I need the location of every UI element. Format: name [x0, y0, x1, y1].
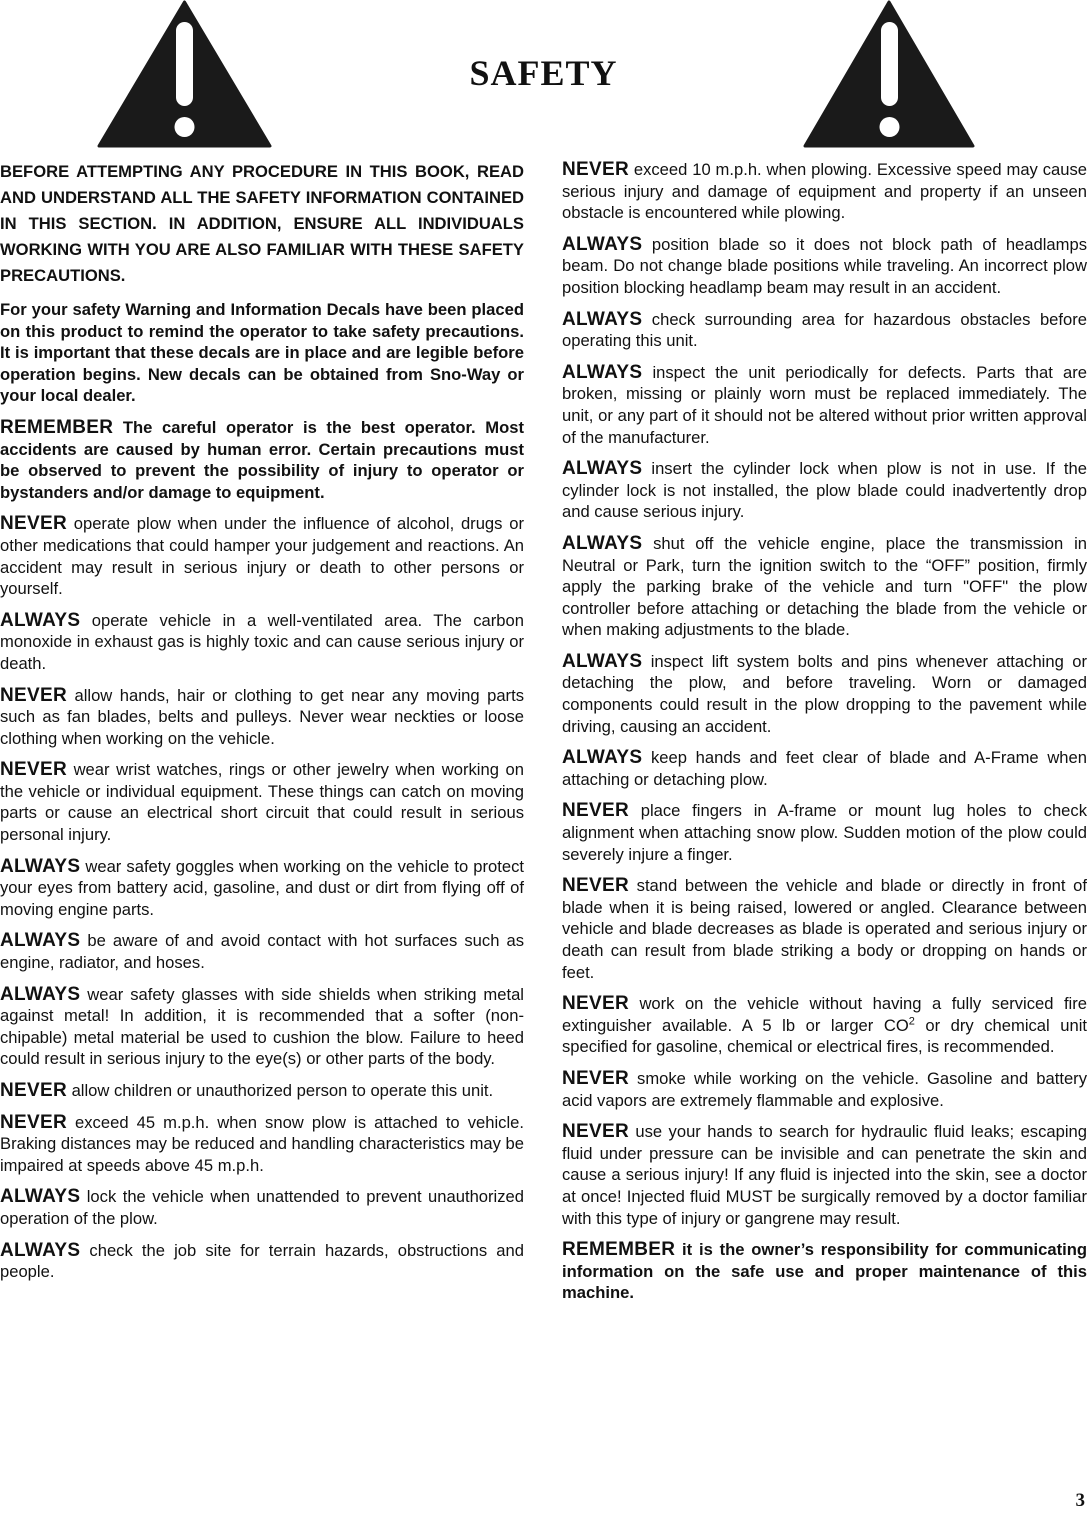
safety-keyword: ALWAYS [562, 233, 643, 255]
safety-text: allow hands, hair or clothing to get near any moving parts such as fan blades, belts and pulleys. Never wear neckties or loose clothing when working on the vehicle. [0, 685, 524, 748]
safety-text: be aware of and avoid contact with hot surfaces such as engine, radiator, and hoses. [0, 931, 524, 973]
safety-text: exceed 10 m.p.h. when plowing. Excessive speed may cause serious injury and damage of equipment and property if an unseen obstacle is encountered while plowing. [562, 160, 1087, 223]
safety-item [562, 159, 1087, 224]
safety-item [0, 759, 524, 845]
safety-keyword: ALWAYS [562, 650, 643, 672]
safety-keyword: NEVER [0, 684, 67, 706]
safety-item [562, 234, 1087, 299]
safety-text: operate vehicle in a well-ventilated area. The carbon monoxide in exhaust gas is highly toxic and can cause serious injury or death. [0, 610, 524, 673]
safety-text: check the job site for terrain hazards, obstructions and people. [0, 1240, 524, 1282]
safety-item [0, 417, 524, 503]
safety-text: work on the vehicle without having a fully serviced fire extinguisher available. A 5 lb or larger CO [562, 994, 1087, 1035]
safety-text: inspect the unit periodically for defects. Parts that are broken, missing or plainly worn must be replaced immediately. The unit, or any part of it should not be altered without prior written approval of the manufacturer. [562, 362, 1087, 447]
safety-item [0, 930, 524, 973]
safety-keyword: NEVER [562, 800, 629, 822]
safety-item [0, 610, 524, 675]
safety-item [562, 533, 1087, 641]
safety-keyword: ALWAYS [0, 930, 81, 952]
safety-text: it is the owner’s responsibility for communicating information on the safe use and proper maintenance of this machine. [562, 1240, 1087, 1303]
safety-text: operate plow when under the influence of alcohol, drugs or other medications that could hamper your judgement and reactions. An accident may result in serious injury or death to other persons or yourself. [0, 514, 524, 599]
safety-keyword: NEVER [562, 875, 629, 897]
safety-text: The careful operator is the best operator. Most accidents are caused by human error. Certain precautions must be observed to prevent the possibility of injury to operator or bystanders and/or damage to equipment. [0, 417, 524, 502]
safety-keyword: ALWAYS [562, 532, 643, 554]
safety-text: keep hands and feet clear of blade and A-Frame when attaching or detaching plow. [562, 748, 1087, 789]
safety-keyword: ALWAYS [0, 1186, 81, 1208]
safety-item [0, 513, 524, 599]
safety-item [562, 1121, 1087, 1229]
safety-item [0, 984, 524, 1070]
safety-keyword: NEVER [0, 759, 67, 781]
page-title: SAFETY [469, 53, 618, 93]
decals-paragraph: For your safety Warning and Information Decals have been placed on this product to remind the operator to take safety precautions. It is important that these decals are in place and are legible before operation begins. New decals can be obtained from Sno-Way or your local dealer. [0, 300, 524, 406]
safety-item [562, 309, 1087, 352]
right-column [562, 159, 1087, 1314]
safety-text: insert the cylinder lock when plow is not in use. If the cylinder lock is not installed, the plow blade could inadvertently drop and cause serious injury. [562, 459, 1087, 522]
safety-keyword: ALWAYS [562, 458, 643, 480]
safety-item [562, 747, 1087, 790]
safety-item [0, 1240, 524, 1283]
safety-item [562, 458, 1087, 523]
safety-text: allow children or unauthorized person to operate this unit. [66, 1081, 494, 1100]
safety-keyword: NEVER [0, 1080, 67, 1101]
safety-keyword: REMEMBER [0, 416, 114, 438]
safety-text: lock the vehicle when unattended to prevent unauthorized operation of the plow. [0, 1187, 524, 1228]
safety-keyword: ALWAYS [0, 1239, 81, 1261]
safety-text: wear wrist watches, rings or other jewelry when working on the vehicle or individual equipment. These things can catch on moving parts or cause an electrical short circuit that could result in serious personal injury. [0, 760, 524, 845]
safety-item [0, 685, 524, 750]
safety-item [562, 993, 1087, 1058]
safety-text: smoke while working on the vehicle. Gasoline and battery acid vapors are extremely flammable and explosive. [562, 1068, 1087, 1110]
safety-keyword: ALWAYS [562, 361, 643, 383]
safety-item [562, 362, 1087, 448]
safety-keyword: NEVER [562, 159, 629, 180]
safety-keyword: NEVER [0, 513, 67, 535]
safety-item [0, 1080, 524, 1102]
safety-item [0, 1112, 524, 1177]
safety-text: wear safety glasses with side shields when striking metal against metal! In addition, it is recommended that a softer (non-chipable) metal material be used to cushion the blow. Failure to heed could result in serious injury to the eye(s) or other parts of the body. [0, 984, 524, 1069]
safety-item [562, 1068, 1087, 1111]
safety-keyword: NEVER [562, 1067, 629, 1089]
safety-item [0, 856, 524, 921]
safety-keyword: REMEMBER [562, 1239, 676, 1261]
safety-item [562, 1239, 1087, 1304]
safety-item [562, 651, 1087, 737]
safety-text: position blade so it does not block path of headlamps beam. Do not change blade positions while traveling. An incorrect plow position blocking headlamp beam may result in an accident. [562, 234, 1087, 297]
safety-text: exceed 45 m.p.h. when snow plow is attached to vehicle. Braking distances may be reduced and handling characteristics may be impaired at speeds above 45 m.p.h. [0, 1112, 524, 1175]
safety-item [562, 800, 1087, 865]
safety-text: check surrounding area for hazardous obstacles before operating this unit. [562, 309, 1087, 351]
superscript: 2 [908, 1015, 915, 1028]
safety-text: place fingers in A-frame or mount lug holes to check alignment when attaching snow plow. Sudden motion of the plow could severely injure a finger. [562, 801, 1087, 864]
safety-keyword: NEVER [562, 1121, 629, 1143]
safety-keyword: ALWAYS [0, 609, 81, 631]
safety-text-tail: or dry chemical unit specified for gasoline, chemical or electrical fires, is recommended. [562, 1015, 1087, 1057]
safety-text: shut off the vehicle engine, place the transmission in Neutral or Park, turn the ignition switch to the “OFF” position, firmly apply the parking brake of the vehicle and turn "OFF" the plow controller before attaching or detaching the blade from the vehicle or when making adjustments to the blade. [562, 533, 1087, 640]
safety-keyword: ALWAYS [562, 308, 643, 330]
safety-keyword: ALWAYS [562, 747, 643, 769]
safety-item [562, 875, 1087, 983]
left-column [0, 159, 524, 1293]
right-safety-list [562, 159, 1087, 1304]
safety-item [0, 1186, 524, 1229]
safety-keyword: ALWAYS [0, 855, 81, 877]
safety-text: stand between the vehicle and blade or directly in front of blade when it is being raised, lowered or angled. Clearance between vehicle and blade decreases as blade is operated and serious injury or death can result from blade striking a body or dropping on hands or feet. [562, 876, 1087, 982]
safety-keyword: NEVER [562, 993, 629, 1015]
safety-keyword: NEVER [0, 1111, 67, 1133]
left-safety-list [0, 417, 524, 1283]
safety-keyword: ALWAYS [0, 983, 81, 1005]
safety-text: wear safety goggles when working on the vehicle to protect your eyes from battery acid, gasoline, and dust or dirt from flying off of moving engine parts. [0, 856, 524, 919]
intro-paragraph: BEFORE ATTEMPTING ANY PROCEDURE IN THIS BOOK, READ AND UNDERSTAND ALL THE SAFETY INFORMATION CONTAINED IN THIS SECTION. IN ADDITION, ENSURE ALL INDIVIDUALS WORKING WITH YOU ARE ALSO FAMILIAR WITH THESE SAFETY PRECAUTIONS. [0, 162, 524, 285]
page-number: 3 [1075, 1490, 1085, 1511]
safety-text: use your hands to search for hydraulic fluid leaks; escaping fluid under pressure can be invisible and can penetrate the skin and cause a serious injury! If any fluid is injected into the skin, see a doctor at once! Injected fluid MUST be surgically removed by a doctor familiar with this type of injury or gangrene may result. [562, 1122, 1087, 1228]
safety-text: inspect lift system bolts and pins whenever attaching or detaching the plow, and before traveling. Worn or damaged components could result in the plow dropping to the pavement while driving, causing an accident. [562, 651, 1087, 736]
warning-triangle-icon [803, 0, 975, 148]
